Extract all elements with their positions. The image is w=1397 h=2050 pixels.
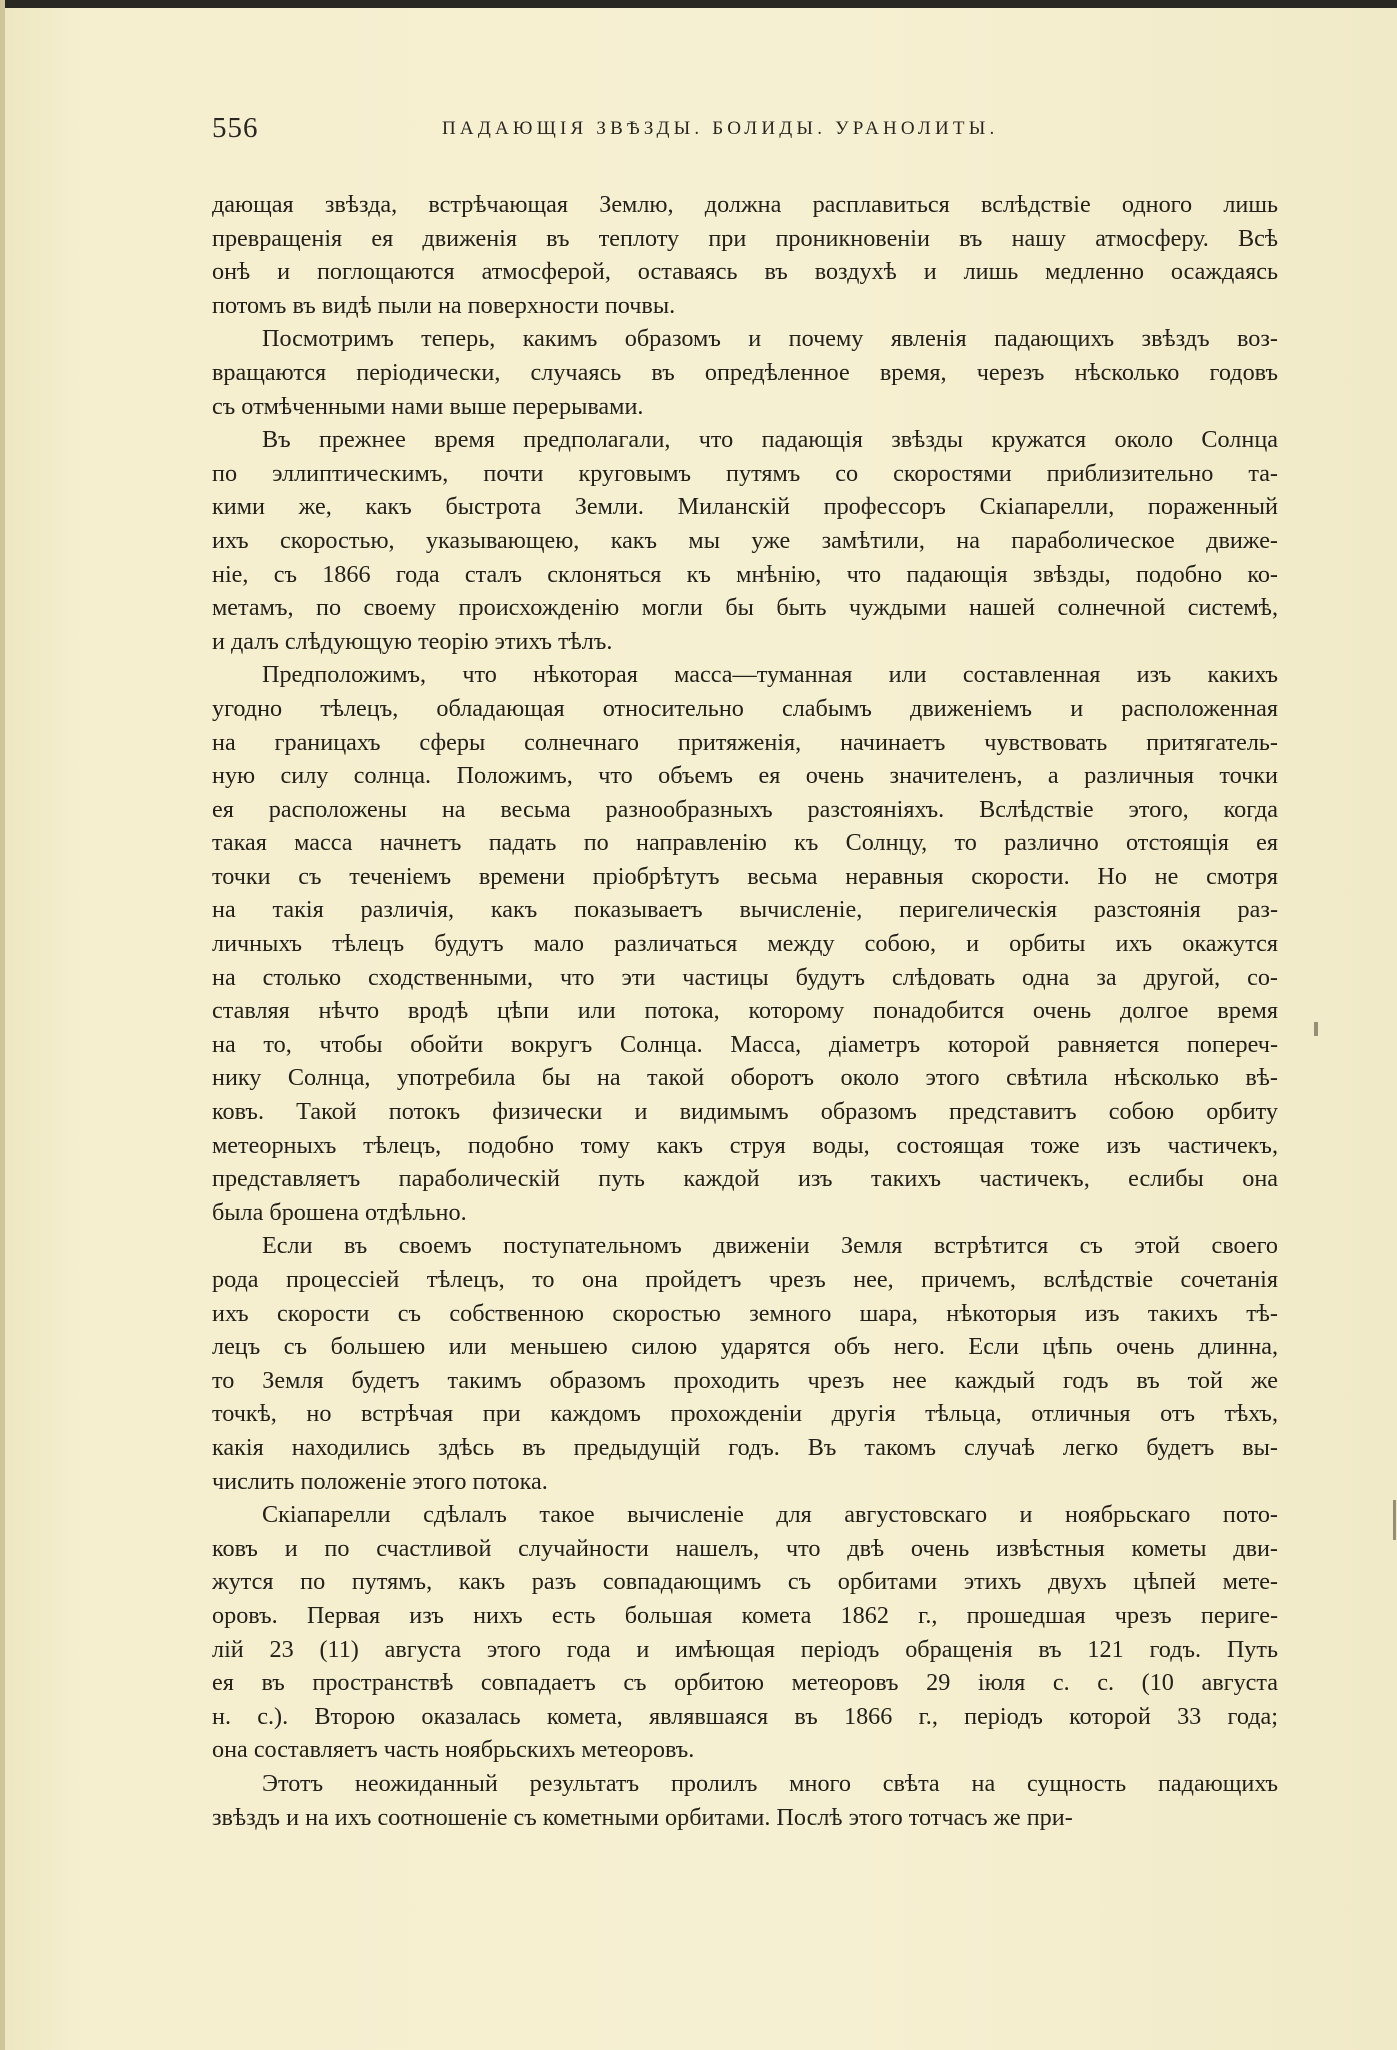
text-line: ковъ и по счастливой случайности нашелъ, что двѣ очень извѣстныя кометы дви- <box>212 1534 1278 1562</box>
text-line: рода процессіей тѣлецъ, то она пройдетъ чрезъ нее, причемъ, вслѣдствіе сочетанія <box>212 1266 1278 1293</box>
text-line: какія находились здѣсь въ предыдущій годъ. Въ такомъ случаѣ легко будетъ вы- <box>212 1433 1278 1461</box>
text-line: онѣ и поглощаются атмосферой, оставаясь въ воздухѣ и лишь медленно осаждаясь <box>212 258 1278 286</box>
text-line: н. с.). Второю оказалась комета, являвшаяся въ 1866 г., періодъ которой 33 года; <box>212 1702 1278 1730</box>
text-line: ковъ. Такой потокъ физически и видимымъ образомъ представитъ собою орбиту <box>212 1098 1278 1126</box>
paragraph <box>212 423 1278 658</box>
page-number: 556 <box>212 112 259 144</box>
text-line: на такія различія, какъ показываетъ вычисленіе, перигелическія разстоянія раз- <box>212 896 1278 924</box>
text-line: съ отмѣченными нами выше перерывами. <box>212 392 644 420</box>
text-line: лій 23 (11) августа этого года и имѣющая періодъ обращенія въ 121 годъ. Путь <box>212 1635 1278 1663</box>
text-line: ставляя нѣчто вродѣ цѣпи или потока, которому понадобится очень долгое время <box>212 997 1278 1025</box>
text-line: она составляетъ часть ноябрьскихъ метеоровъ. <box>212 1736 695 1764</box>
text-line: потомъ въ видѣ пыли на поверхности почвы. <box>212 291 676 319</box>
text-line: метеорныхъ тѣлецъ, подобно тому какъ струя воды, состоящая тоже изъ частичекъ, <box>212 1131 1278 1159</box>
text-line: ніе, съ 1866 года сталъ склоняться къ мнѣнію, что падающія звѣзды, подобно ко- <box>212 560 1278 588</box>
text-line: Этотъ неожиданный результатъ пролилъ много свѣта на сущность падающихъ <box>262 1769 1278 1797</box>
text-line: такая масса начнетъ падать по направленію къ Солнцу, то различно отстоящія ея <box>212 829 1278 857</box>
running-head: ПАДАЮЩІЯ ЗВѢЗДЫ. БОЛИДЫ. УРАНОЛИТЫ. <box>442 118 999 139</box>
body-text <box>212 188 1278 1834</box>
text-line: дающая звѣзда, встрѣчающая Землю, должна расплавиться вслѣдствіе одного лишь <box>212 191 1278 218</box>
text-line: на границахъ сферы солнечнаго притяженія, начинаетъ чувствовать притягатель- <box>212 728 1278 756</box>
text-line: нику Солнца, употребила бы на такой оборотъ около этого свѣтила нѣсколько вѣ- <box>212 1064 1278 1092</box>
text-line: представляетъ параболическій путь каждой изъ такихъ частичекъ, еслибы она <box>212 1165 1278 1193</box>
text-line: вращаются періодически, случаясь въ опредѣленное время, черезъ нѣсколько годовъ <box>212 358 1278 386</box>
text-line: лецъ съ большею или меньшею силою ударятся объ него. Если цѣпь очень длинна, <box>212 1333 1278 1361</box>
text-line: по эллиптическимъ, почти круговымъ путямъ со скоростями приблизительно та- <box>212 459 1278 487</box>
text-line: точкѣ, но встрѣчая при каждомъ прохожденіи другія тѣльца, отличныя отъ тѣхъ, <box>212 1400 1278 1428</box>
text-line: метамъ, по своему происхожденію могли бы быть чуждыми нашей солнечной системѣ, <box>212 594 1278 622</box>
text-line: ную силу солнца. Положимъ, что объемъ ея очень значителенъ, а различныя точки <box>212 762 1278 790</box>
scan-left-edge <box>0 0 5 2050</box>
text-line: Предположимъ, что нѣкоторая масса—туманная или составленная изъ какихъ <box>262 661 1278 689</box>
text-line: жутся по путямъ, какъ разъ совпадающимъ съ орбитами этихъ двухъ цѣпей мете- <box>212 1568 1278 1596</box>
text-line: на столько сходственными, что эти частицы будутъ слѣдовать одна за другой, со- <box>212 963 1278 991</box>
paragraph <box>212 1767 1278 1834</box>
paragraph <box>212 1498 1278 1767</box>
text-line: Посмотримъ теперь, какимъ образомъ и почему явленія падающихъ звѣздъ воз- <box>262 325 1278 353</box>
text-line: угодно тѣлецъ, обладающая относительно слабымъ движеніемъ и расположенная <box>212 694 1278 722</box>
paragraph <box>212 322 1278 423</box>
text-line: и далъ слѣдующую теорію этихъ тѣлъ. <box>212 627 613 655</box>
text-line: на то, чтобы обойти вокругъ Солнца. Масса, діаметръ которой равняется попереч- <box>212 1030 1278 1058</box>
text-line: то Земля будетъ такимъ образомъ проходить чрезъ нее каждый годъ въ той же <box>212 1366 1278 1394</box>
text-line: звѣздъ и на ихъ соотношеніе съ кометными орбитами. Послѣ этого тотчасъ же при- <box>212 1803 1073 1831</box>
text-line: кими же, какъ быстрота Земли. Миланскій профессоръ Скіапарелли, пораженный <box>212 493 1278 521</box>
text-line: была брошена отдѣльно. <box>212 1198 467 1226</box>
text-line: ея расположены на весьма разнообразныхъ разстояніяхъ. Вслѣдствіе этого, когда <box>212 795 1278 823</box>
text-line: Если въ своемъ поступательномъ движеніи Земля встрѣтится съ этой своего <box>262 1232 1278 1260</box>
text-line: личныхъ тѣлецъ будутъ мало различаться между собою, и орбиты ихъ окажутся <box>212 930 1278 958</box>
text-line: Въ прежнее время предполагали, что падающія звѣзды кружатся около Солнца <box>262 426 1278 454</box>
text-line: числить положеніе этого потока. <box>212 1467 548 1495</box>
paragraph <box>212 1229 1278 1498</box>
scan-speck <box>1393 1500 1396 1540</box>
page-header <box>212 112 1292 152</box>
scan-speck <box>1314 1022 1318 1036</box>
text-line: ея въ пространствѣ совпадаетъ съ орбитою метеоровъ 29 іюля с. с. (10 августа <box>212 1669 1278 1697</box>
text-line: точки съ теченіемъ времени пріобрѣтутъ весьма неравныя скорости. Но не смотря <box>212 862 1278 890</box>
text-line: Скіапарелли сдѣлалъ такое вычисленіе для августовскаго и ноябрьскаго пото- <box>262 1501 1278 1529</box>
paragraph <box>212 658 1278 1229</box>
paragraph <box>212 188 1278 322</box>
text-line: оровъ. Первая изъ нихъ есть большая комета 1862 г., прошедшая чрезъ периге- <box>212 1601 1278 1629</box>
text-line: ихъ скорости съ собственною скоростью земного шара, нѣкоторыя изъ такихъ тѣ- <box>212 1299 1278 1327</box>
text-line: превращенія ея движенія въ теплоту при проникновеніи въ нашу атмосферу. Всѣ <box>212 224 1278 252</box>
text-line: ихъ скоростью, указывающею, какъ мы уже замѣтили, на параболическое движе- <box>212 526 1278 554</box>
scan-top-edge <box>0 0 1397 8</box>
